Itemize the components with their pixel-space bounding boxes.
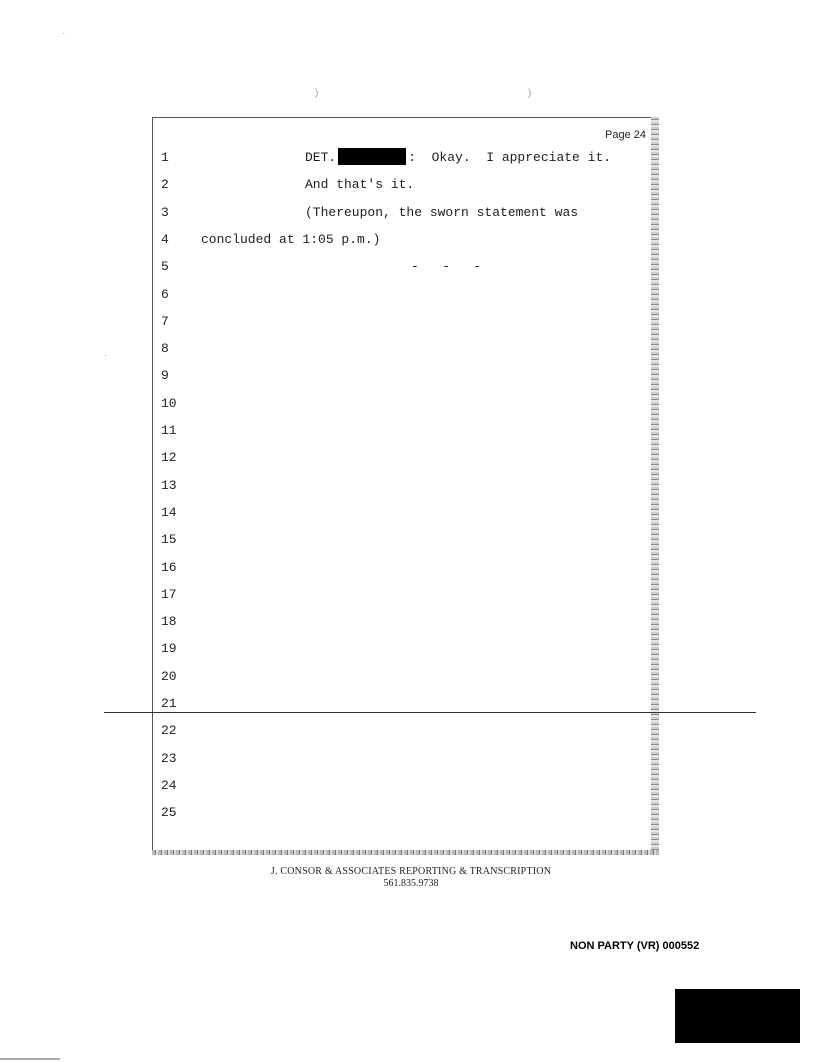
scan-speck: ) bbox=[528, 88, 532, 99]
line-number: 7 bbox=[161, 313, 169, 329]
transcript-line bbox=[153, 230, 643, 250]
line-text: concluded at 1:05 p.m.) bbox=[201, 231, 381, 247]
page-number: Page 24 bbox=[605, 129, 646, 141]
line-text: And that's it. bbox=[305, 177, 415, 193]
transcript-line bbox=[153, 203, 643, 223]
transcript-line bbox=[153, 285, 643, 305]
transcript-line bbox=[153, 421, 643, 441]
transcript-line bbox=[153, 312, 643, 332]
transcript-line bbox=[153, 394, 643, 414]
line-number: 16 bbox=[161, 559, 177, 575]
line-number: 9 bbox=[161, 368, 169, 384]
line-number: 19 bbox=[161, 641, 177, 657]
transcript-line bbox=[153, 558, 643, 578]
line-text: DET. : Okay. I appreciate it. bbox=[305, 150, 612, 165]
line-number: 15 bbox=[161, 532, 177, 548]
line-number: 13 bbox=[161, 477, 177, 493]
scan-speck: · bbox=[104, 350, 108, 361]
line-number: 6 bbox=[161, 286, 169, 302]
line-number: 24 bbox=[161, 777, 177, 793]
transcript-line bbox=[153, 175, 643, 195]
scan-speck: ) bbox=[315, 88, 319, 99]
transcript-line bbox=[153, 585, 643, 605]
line-text-continued: : Okay. I appreciate it. bbox=[408, 150, 612, 165]
transcript-line bbox=[153, 776, 643, 796]
transcript-line bbox=[153, 476, 643, 496]
line-number: 21 bbox=[161, 696, 177, 711]
line-number: 3 bbox=[161, 204, 169, 220]
transcript-line bbox=[153, 339, 643, 359]
scan-edge-right bbox=[651, 117, 659, 855]
line-number: 2 bbox=[161, 177, 169, 193]
horizontal-rule bbox=[104, 712, 756, 713]
transcript-line bbox=[153, 448, 643, 468]
line-number: 17 bbox=[161, 586, 177, 602]
transcript-line bbox=[153, 667, 643, 687]
line-number: 18 bbox=[161, 614, 177, 630]
line-number: 23 bbox=[161, 750, 177, 766]
transcript-line bbox=[153, 639, 643, 659]
transcript-line bbox=[153, 503, 643, 523]
transcript-line bbox=[153, 803, 643, 823]
transcript-line bbox=[153, 612, 643, 632]
transcript-line bbox=[153, 749, 643, 769]
line-number: 11 bbox=[161, 423, 177, 438]
line-number: 1 bbox=[161, 150, 169, 165]
line-number: 25 bbox=[161, 805, 177, 821]
transcript-line bbox=[153, 530, 643, 550]
footer-phone: 561.835.9738 bbox=[383, 878, 439, 889]
line-text: - - - bbox=[411, 259, 482, 275]
transcript-line bbox=[153, 148, 643, 168]
transcript-line bbox=[153, 721, 643, 741]
scan-speck: · bbox=[62, 28, 66, 39]
transcript-page bbox=[152, 117, 657, 854]
line-number: 14 bbox=[161, 504, 177, 520]
line-number: 8 bbox=[161, 341, 169, 357]
line-number: 12 bbox=[161, 450, 177, 466]
line-number: 5 bbox=[161, 259, 169, 275]
bates-number: NON PARTY (VR) 000552 bbox=[570, 940, 700, 952]
scan-edge-bottom bbox=[152, 850, 659, 855]
redaction-block bbox=[675, 989, 800, 1043]
transcript-line bbox=[153, 366, 643, 386]
redaction-bar bbox=[338, 148, 406, 165]
transcript-line bbox=[153, 257, 643, 277]
line-number: 4 bbox=[161, 231, 169, 247]
scan-mark bbox=[0, 1058, 60, 1060]
transcript-line bbox=[153, 694, 643, 714]
footer-firm-name: J. CONSOR & ASSOCIATES REPORTING & TRANSCRIPTION bbox=[270, 866, 552, 877]
line-number: 10 bbox=[161, 395, 177, 411]
line-text: (Thereupon, the sworn statement was bbox=[305, 204, 579, 220]
line-number: 22 bbox=[161, 723, 177, 739]
line-number: 20 bbox=[161, 668, 177, 684]
